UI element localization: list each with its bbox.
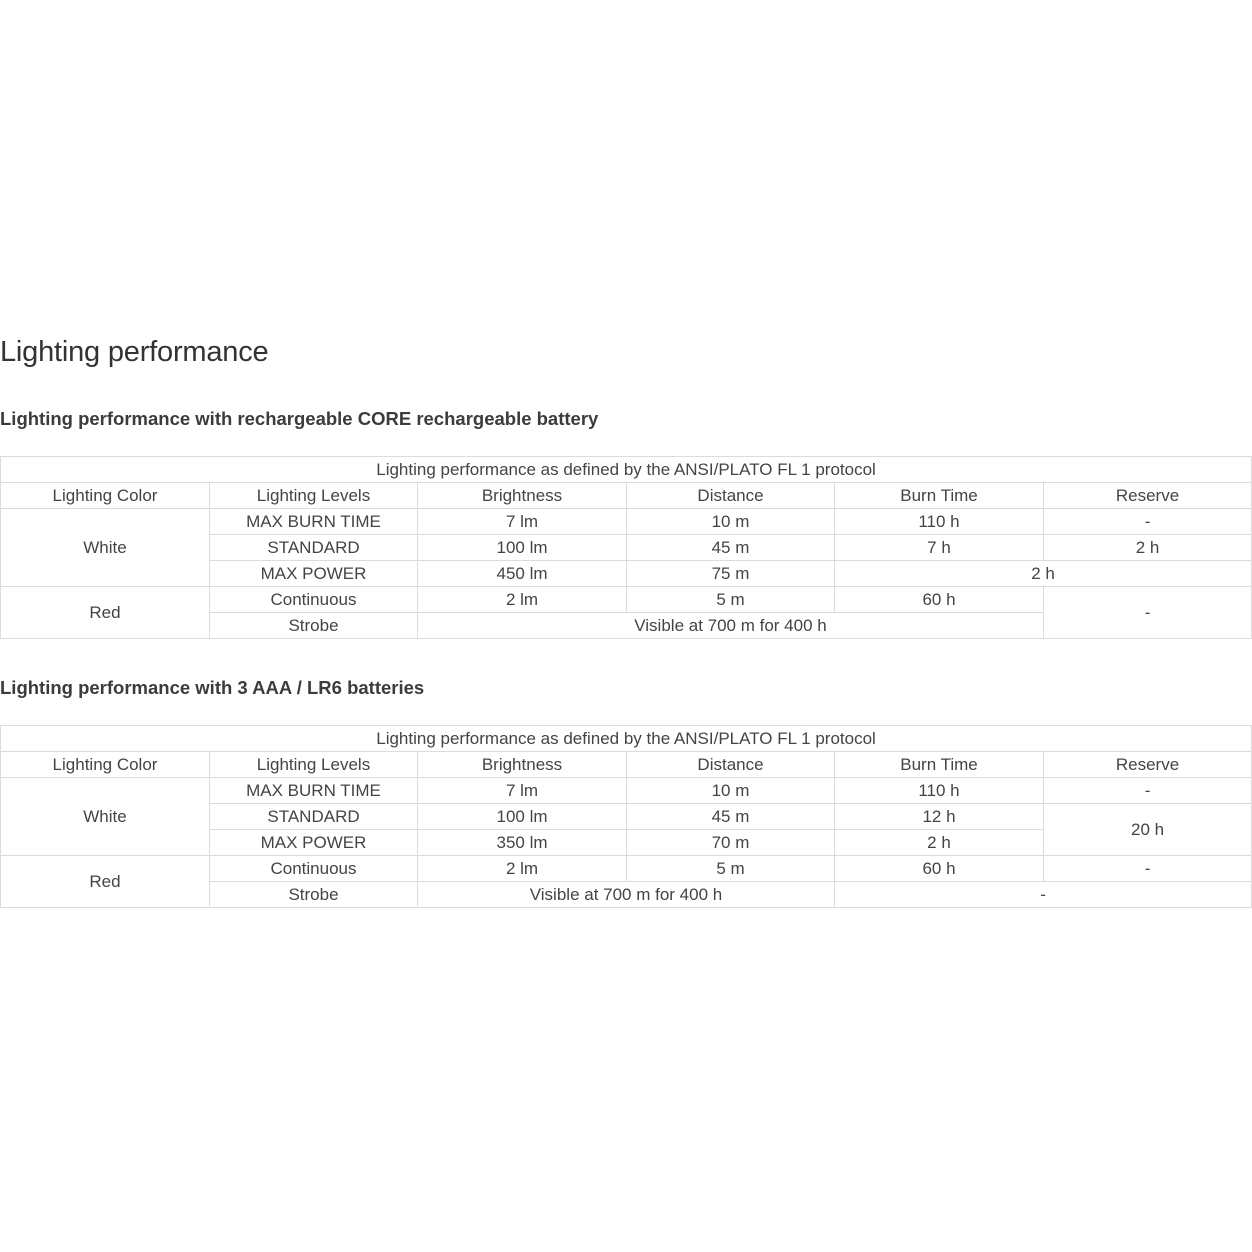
- lighting-performance-table-core: [0, 456, 1252, 639]
- cell-burn-time: 110 h: [835, 509, 1044, 535]
- table-row: [1, 587, 1252, 613]
- cell-burn-time-reserve: 2 h: [835, 561, 1252, 587]
- section-title-core-battery: Lighting performance with rechargeable CORE rechargeable battery: [0, 408, 599, 429]
- cell-strobe-visibility: Visible at 700 m for 400 h: [418, 882, 835, 908]
- protocol-header: Lighting performance as defined by the ANSI/PLATO FL 1 protocol: [1, 457, 1252, 483]
- cell-reserve: 2 h: [1044, 535, 1252, 561]
- cell-burn-time: 7 h: [835, 535, 1044, 561]
- cell-reserve: -: [1044, 509, 1252, 535]
- cell-level: Continuous: [210, 587, 418, 613]
- cell-level: Strobe: [210, 882, 418, 908]
- cell-brightness: 100 lm: [418, 804, 627, 830]
- table-header-row: [1, 752, 1252, 778]
- cell-reserve: -: [1044, 778, 1252, 804]
- cell-burn-time: 60 h: [835, 856, 1044, 882]
- column-header-brightness: Brightness: [418, 483, 627, 509]
- table-row: [1, 778, 1252, 804]
- cell-brightness: 2 lm: [418, 856, 627, 882]
- page-title: Lighting performance: [0, 336, 269, 368]
- table-row: [1, 457, 1252, 483]
- cell-burn-time-reserve: -: [835, 882, 1252, 908]
- cell-distance: 75 m: [627, 561, 835, 587]
- cell-brightness: 7 lm: [418, 778, 627, 804]
- table-header-row: [1, 483, 1252, 509]
- column-header-reserve: Reserve: [1044, 752, 1252, 778]
- column-header-lighting-color: Lighting Color: [1, 752, 210, 778]
- column-header-distance: Distance: [627, 483, 835, 509]
- column-header-lighting-levels: Lighting Levels: [210, 752, 418, 778]
- cell-distance: 5 m: [627, 587, 835, 613]
- column-header-burn-time: Burn Time: [835, 752, 1044, 778]
- column-header-distance: Distance: [627, 752, 835, 778]
- cell-level: STANDARD: [210, 804, 418, 830]
- cell-strobe-visibility: Visible at 700 m for 400 h: [418, 613, 1044, 639]
- column-header-lighting-levels: Lighting Levels: [210, 483, 418, 509]
- cell-reserve: -: [1044, 856, 1252, 882]
- cell-burn-time: 60 h: [835, 587, 1044, 613]
- cell-brightness: 2 lm: [418, 587, 627, 613]
- cell-distance: 10 m: [627, 509, 835, 535]
- cell-distance: 70 m: [627, 830, 835, 856]
- cell-brightness: 450 lm: [418, 561, 627, 587]
- table-row: [1, 509, 1252, 535]
- cell-burn-time: 110 h: [835, 778, 1044, 804]
- cell-level: MAX BURN TIME: [210, 778, 418, 804]
- cell-distance: 45 m: [627, 804, 835, 830]
- cell-distance: 10 m: [627, 778, 835, 804]
- cell-color-white: White: [1, 509, 210, 587]
- table-row: [1, 726, 1252, 752]
- cell-distance: 5 m: [627, 856, 835, 882]
- cell-level: Strobe: [210, 613, 418, 639]
- cell-color-white: White: [1, 778, 210, 856]
- section-title-aaa-batteries: Lighting performance with 3 AAA / LR6 batteries: [0, 677, 425, 698]
- cell-burn-time: 12 h: [835, 804, 1044, 830]
- cell-level: MAX BURN TIME: [210, 509, 418, 535]
- cell-brightness: 350 lm: [418, 830, 627, 856]
- column-header-reserve: Reserve: [1044, 483, 1252, 509]
- cell-level: MAX POWER: [210, 830, 418, 856]
- cell-brightness: 100 lm: [418, 535, 627, 561]
- cell-distance: 45 m: [627, 535, 835, 561]
- cell-level: MAX POWER: [210, 561, 418, 587]
- column-header-burn-time: Burn Time: [835, 483, 1044, 509]
- cell-level: Continuous: [210, 856, 418, 882]
- lighting-performance-table-aaa: [0, 725, 1252, 908]
- cell-burn-time: 2 h: [835, 830, 1044, 856]
- cell-reserve: -: [1044, 587, 1252, 639]
- cell-level: STANDARD: [210, 535, 418, 561]
- cell-reserve: 20 h: [1044, 804, 1252, 856]
- column-header-lighting-color: Lighting Color: [1, 483, 210, 509]
- column-header-brightness: Brightness: [418, 752, 627, 778]
- table-row: [1, 856, 1252, 882]
- cell-color-red: Red: [1, 856, 210, 908]
- cell-color-red: Red: [1, 587, 210, 639]
- protocol-header: Lighting performance as defined by the ANSI/PLATO FL 1 protocol: [1, 726, 1252, 752]
- cell-brightness: 7 lm: [418, 509, 627, 535]
